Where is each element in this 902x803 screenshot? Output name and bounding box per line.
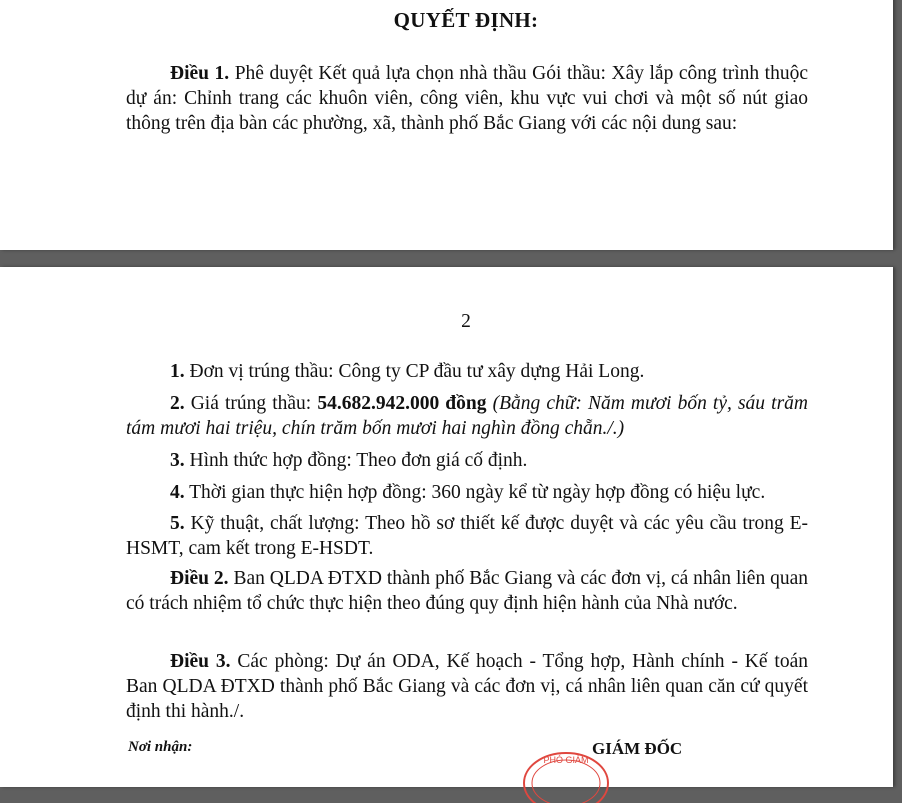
item-3-number: 3. <box>170 450 185 471</box>
price-in-words: (Bằng chữ: Năm mươi bốn tỷ, sáu trăm tám mươi hai triệu, chín trăm bốn mươi hai nghìn đồng chẵn./.) <box>126 393 808 439</box>
article-3-text: Các phòng: Dự án ODA, Kế hoạch - Tổng hợp, Hành chính - Kế toán Ban QLDA ĐTXD thành phố Bắc Giang và các đơn vị, cá nhân liên quan căn cứ quyết định thi hành./. <box>126 651 808 722</box>
item-3-text: Hình thức hợp đồng: Theo đơn giá cố định. <box>184 450 528 471</box>
article-1-label: Điều 1. <box>170 63 230 84</box>
item-5-paragraph <box>126 511 808 561</box>
article-3-label: Điều 3. <box>170 651 231 672</box>
winning-price: 54.682.942.000 đồng <box>317 393 487 414</box>
item-2-text: Giá trúng thầu: <box>184 393 318 414</box>
item-3-paragraph <box>126 448 808 473</box>
item-1-text: Đơn vị trúng thầu: Công ty CP đầu tư xây dựng Hải Long. <box>184 361 645 382</box>
item-2-paragraph <box>126 391 808 441</box>
item-1-number: 1. <box>170 361 185 382</box>
article-2-text: Ban QLDA ĐTXD thành phố Bắc Giang và các đơn vị, cá nhân liên quan có trách nhiệm tổ chức thực hiện theo đúng quy định hiện hành của Nhà nước. <box>126 568 809 614</box>
article-1-paragraph <box>126 61 808 136</box>
article-1-text: Phê duyệt Kết quả lựa chọn nhà thầu Gói thầu: Xây lắp công trình thuộc dự án: Chỉnh trang các khuôn viên, công viên, khu vực vui chơi và một số nút giao thông trên địa bàn các phường, xã, thành phố Bắc Giang với các nội dung sau: <box>126 63 809 134</box>
stamp-text: PHÓ GIÁM <box>543 755 589 765</box>
item-2-number: 2. <box>170 393 185 414</box>
item-5-text: Kỹ thuật, chất lượng: Theo hồ sơ thiết kế được duyệt và các yêu cầu trong E-HSMT, cam kết trong E-HSDT. <box>126 513 808 559</box>
decision-title: QUYẾT ĐỊNH: <box>393 8 539 32</box>
item-1-paragraph <box>126 359 808 384</box>
item-5-number: 5. <box>170 513 185 534</box>
item-4-text: Thời gian thực hiện hợp đồng: 360 ngày kể từ ngày hợp đồng có hiệu lực. <box>184 482 766 503</box>
signer-title: GIÁM ĐỐC <box>592 739 683 758</box>
recipients-label: Nơi nhận: <box>128 739 193 755</box>
document-page-2 <box>0 267 893 787</box>
article-3-paragraph <box>126 649 808 724</box>
page-number: 2 <box>461 311 471 332</box>
article-2-paragraph <box>126 566 808 616</box>
document-page-1 <box>0 0 893 250</box>
stamp-inner-ring <box>532 760 600 803</box>
article-2-label: Điều 2. <box>170 568 229 589</box>
item-4-number: 4. <box>170 482 185 503</box>
item-4-paragraph <box>126 480 808 505</box>
